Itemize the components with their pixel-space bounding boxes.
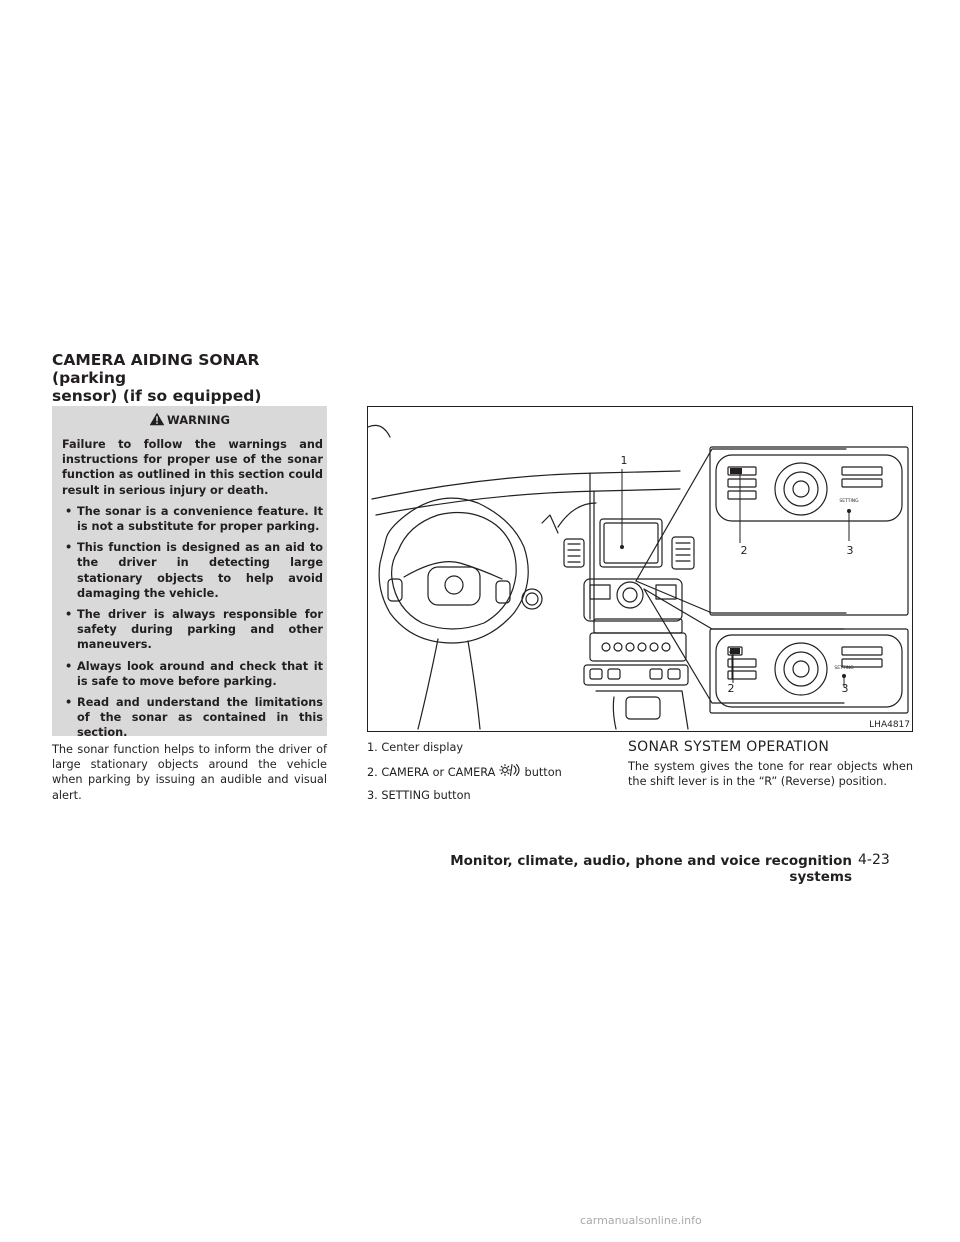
warning-heading-text: WARNING — [167, 413, 230, 427]
setting-label-bottom: SETTING — [834, 666, 854, 671]
caption-item-2-prefix: 2. CAMERA or CAMERA — [367, 766, 496, 779]
warning-item: • The sonar is a convenience feature. It is not a substitute for proper parking. — [62, 504, 323, 534]
sonar-heading: SONAR SYSTEM OPERATION — [628, 739, 830, 755]
caption-item-3: 3. SETTING button — [367, 789, 471, 802]
caption-item-1: 1. Center display — [367, 741, 464, 754]
figure-captions — [367, 740, 617, 811]
warning-item: • Always look around and check that it is safe to move before parking. — [62, 659, 323, 689]
callout-2-bottom: 2 — [727, 682, 735, 695]
warning-item: • The driver is always responsible for safety during parking and other maneuvers. — [62, 607, 323, 653]
intro-paragraph: The sonar function helps to inform the driver of large stationary objects around the vehicle when parking by issuing an audible and visual alert. — [52, 743, 327, 802]
dashboard-figure — [367, 406, 913, 732]
camera-sonar-icon — [499, 763, 521, 777]
sonar-paragraph: The system gives the tone for rear objects when the shift lever is in the “R” (Reverse) position. — [628, 760, 913, 789]
warning-body — [62, 437, 323, 747]
warning-box — [52, 406, 327, 740]
caption-item-2-suffix: button — [524, 766, 562, 779]
warning-list — [62, 504, 323, 741]
section-title — [52, 351, 332, 405]
footer-chapter-title: Monitor, climate, audio, phone and voice recognition systems — [450, 853, 852, 885]
page-number: 4-23 — [858, 852, 890, 868]
callout-3-bottom: 3 — [841, 682, 849, 695]
warning-intro: Failure to follow the warnings and instructions for proper use of the sonar function as outlined in this section could result in serious injury or death. — [62, 438, 323, 497]
setting-label-top: SETTING — [839, 499, 859, 504]
warning-triangle-icon — [149, 412, 165, 426]
callout-2-top: 2 — [740, 544, 748, 557]
warning-item: • This function is designed as an aid to the driver in detecting large stationary objects to help avoid damaging the vehicle. — [62, 540, 323, 601]
dashboard-illustration — [368, 407, 912, 731]
section-title-line2: sensor) (if so equipped) — [52, 387, 262, 405]
watermark: carmanualsonline.info — [580, 1214, 702, 1227]
figure-code: LHA4817 — [869, 720, 910, 730]
callout-3-top: 3 — [846, 544, 854, 557]
caption-item-2 — [367, 763, 617, 780]
callout-1: 1 — [620, 454, 628, 467]
warning-heading — [52, 412, 327, 427]
warning-item: • Read and understand the limitations of the sonar as contained in this section. — [62, 695, 323, 741]
section-title-line1: CAMERA AIDING SONAR (parking — [52, 351, 260, 387]
